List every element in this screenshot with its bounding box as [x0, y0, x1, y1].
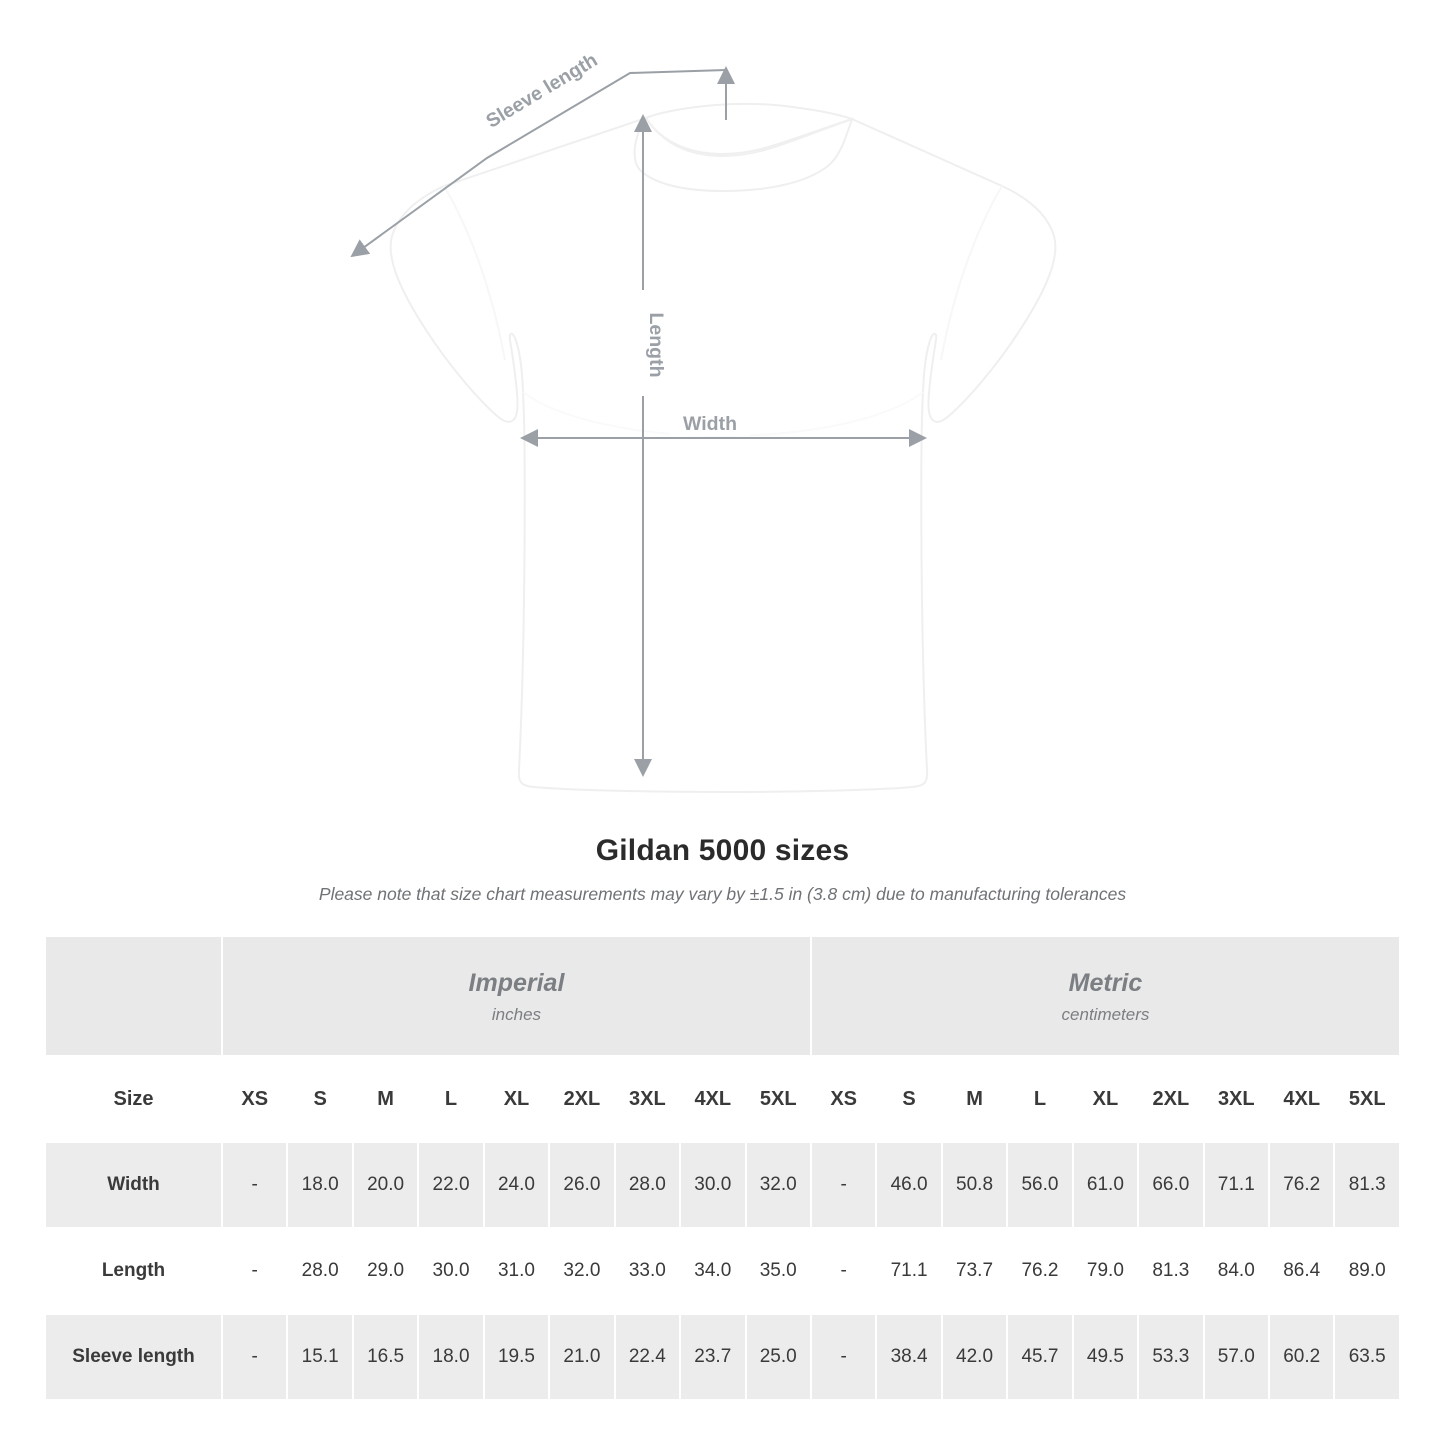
- cell: -: [222, 1314, 287, 1400]
- cell: 76.2: [1269, 1142, 1334, 1228]
- cell: 28.0: [615, 1142, 680, 1228]
- cell: 79.0: [1073, 1228, 1138, 1314]
- width-label: Width: [683, 413, 737, 435]
- cell: 57.0: [1204, 1314, 1269, 1400]
- cell: 81.3: [1334, 1142, 1400, 1228]
- cell: 22.4: [615, 1314, 680, 1400]
- cell: 20.0: [353, 1142, 418, 1228]
- cell: 21.0: [549, 1314, 614, 1400]
- row-label-sleeve-length: Sleeve length: [45, 1314, 222, 1400]
- cell: 33.0: [615, 1228, 680, 1314]
- cell: 42.0: [942, 1314, 1007, 1400]
- cell: 32.0: [746, 1142, 811, 1228]
- sleeve-length-label: Sleeve length: [482, 49, 602, 133]
- cell: 84.0: [1204, 1228, 1269, 1314]
- size-cell: S: [876, 1056, 941, 1142]
- cell: 60.2: [1269, 1314, 1334, 1400]
- size-cell: XL: [1073, 1056, 1138, 1142]
- row-label-length: Length: [45, 1228, 222, 1314]
- unit-name-imperial: Imperial: [468, 968, 565, 997]
- cell: 38.4: [876, 1314, 941, 1400]
- size-cell: M: [942, 1056, 1007, 1142]
- unit-header-spacer: [45, 936, 222, 1056]
- unit-header-metric: [811, 936, 1400, 1056]
- cell: 30.0: [680, 1142, 745, 1228]
- cell: 73.7: [942, 1228, 1007, 1314]
- tshirt-shape: [391, 104, 1056, 792]
- chart-note: Please note that size chart measurements may vary by ±1.5 in (3.8 cm) due to manufacturing tolerances: [318, 884, 1127, 904]
- cell: 76.2: [1007, 1228, 1072, 1314]
- size-table: [44, 935, 1401, 1401]
- cell: 16.5: [353, 1314, 418, 1400]
- cell: 15.1: [287, 1314, 352, 1400]
- cell: 25.0: [746, 1314, 811, 1400]
- cell: 86.4: [1269, 1228, 1334, 1314]
- cell: 26.0: [549, 1142, 614, 1228]
- cell: 61.0: [1073, 1142, 1138, 1228]
- cell: -: [811, 1228, 876, 1314]
- size-cell: 5XL: [1334, 1056, 1400, 1142]
- cell: 23.7: [680, 1314, 745, 1400]
- cell: 22.0: [418, 1142, 483, 1228]
- cell: 63.5: [1334, 1314, 1400, 1400]
- size-cell: 3XL: [1204, 1056, 1269, 1142]
- size-table-wrap: [44, 935, 1401, 1401]
- size-cell: 4XL: [1269, 1056, 1334, 1142]
- size-row-label: Size: [45, 1056, 222, 1142]
- table-row: [45, 1228, 1400, 1314]
- title-block: [0, 834, 1445, 905]
- cell: 35.0: [746, 1228, 811, 1314]
- cell: 34.0: [680, 1228, 745, 1314]
- size-cell: M: [353, 1056, 418, 1142]
- cell: 71.1: [876, 1228, 941, 1314]
- table-row: [45, 1142, 1400, 1228]
- unit-sub-imperial: inches: [491, 1004, 542, 1024]
- row-label-width: Width: [45, 1142, 222, 1228]
- chart-title: Gildan 5000 sizes: [595, 834, 850, 867]
- cell: 29.0: [353, 1228, 418, 1314]
- cell: -: [811, 1142, 876, 1228]
- size-cell: 2XL: [1138, 1056, 1203, 1142]
- cell: -: [222, 1228, 287, 1314]
- size-cell: S: [287, 1056, 352, 1142]
- table-row: [45, 1314, 1400, 1400]
- cell: -: [222, 1142, 287, 1228]
- cell: 19.5: [484, 1314, 549, 1400]
- cell: 53.3: [1138, 1314, 1203, 1400]
- cell: 18.0: [418, 1314, 483, 1400]
- unit-sub-metric: centimeters: [1061, 1004, 1150, 1024]
- unit-header-imperial: [222, 936, 811, 1056]
- cell: 46.0: [876, 1142, 941, 1228]
- cell: 49.5: [1073, 1314, 1138, 1400]
- size-cell: L: [418, 1056, 483, 1142]
- cell: 18.0: [287, 1142, 352, 1228]
- size-cell: 3XL: [615, 1056, 680, 1142]
- cell: 56.0: [1007, 1142, 1072, 1228]
- cell: 30.0: [418, 1228, 483, 1314]
- cell: 71.1: [1204, 1142, 1269, 1228]
- size-row: [45, 1056, 1400, 1142]
- cell: 24.0: [484, 1142, 549, 1228]
- size-cell: XS: [222, 1056, 287, 1142]
- cell: -: [811, 1314, 876, 1400]
- unit-header-row: [45, 936, 1400, 1056]
- cell: 50.8: [942, 1142, 1007, 1228]
- unit-name-metric: Metric: [1068, 968, 1143, 997]
- size-cell: 5XL: [746, 1056, 811, 1142]
- size-cell: 4XL: [680, 1056, 745, 1142]
- length-label: Length: [645, 312, 667, 378]
- size-cell: 2XL: [549, 1056, 614, 1142]
- cell: 66.0: [1138, 1142, 1203, 1228]
- cell: 89.0: [1334, 1228, 1400, 1314]
- cell: 32.0: [549, 1228, 614, 1314]
- size-cell: XL: [484, 1056, 549, 1142]
- cell: 81.3: [1138, 1228, 1203, 1314]
- cell: 45.7: [1007, 1314, 1072, 1400]
- size-cell: L: [1007, 1056, 1072, 1142]
- cell: 28.0: [287, 1228, 352, 1314]
- size-cell: XS: [811, 1056, 876, 1142]
- cell: 31.0: [484, 1228, 549, 1314]
